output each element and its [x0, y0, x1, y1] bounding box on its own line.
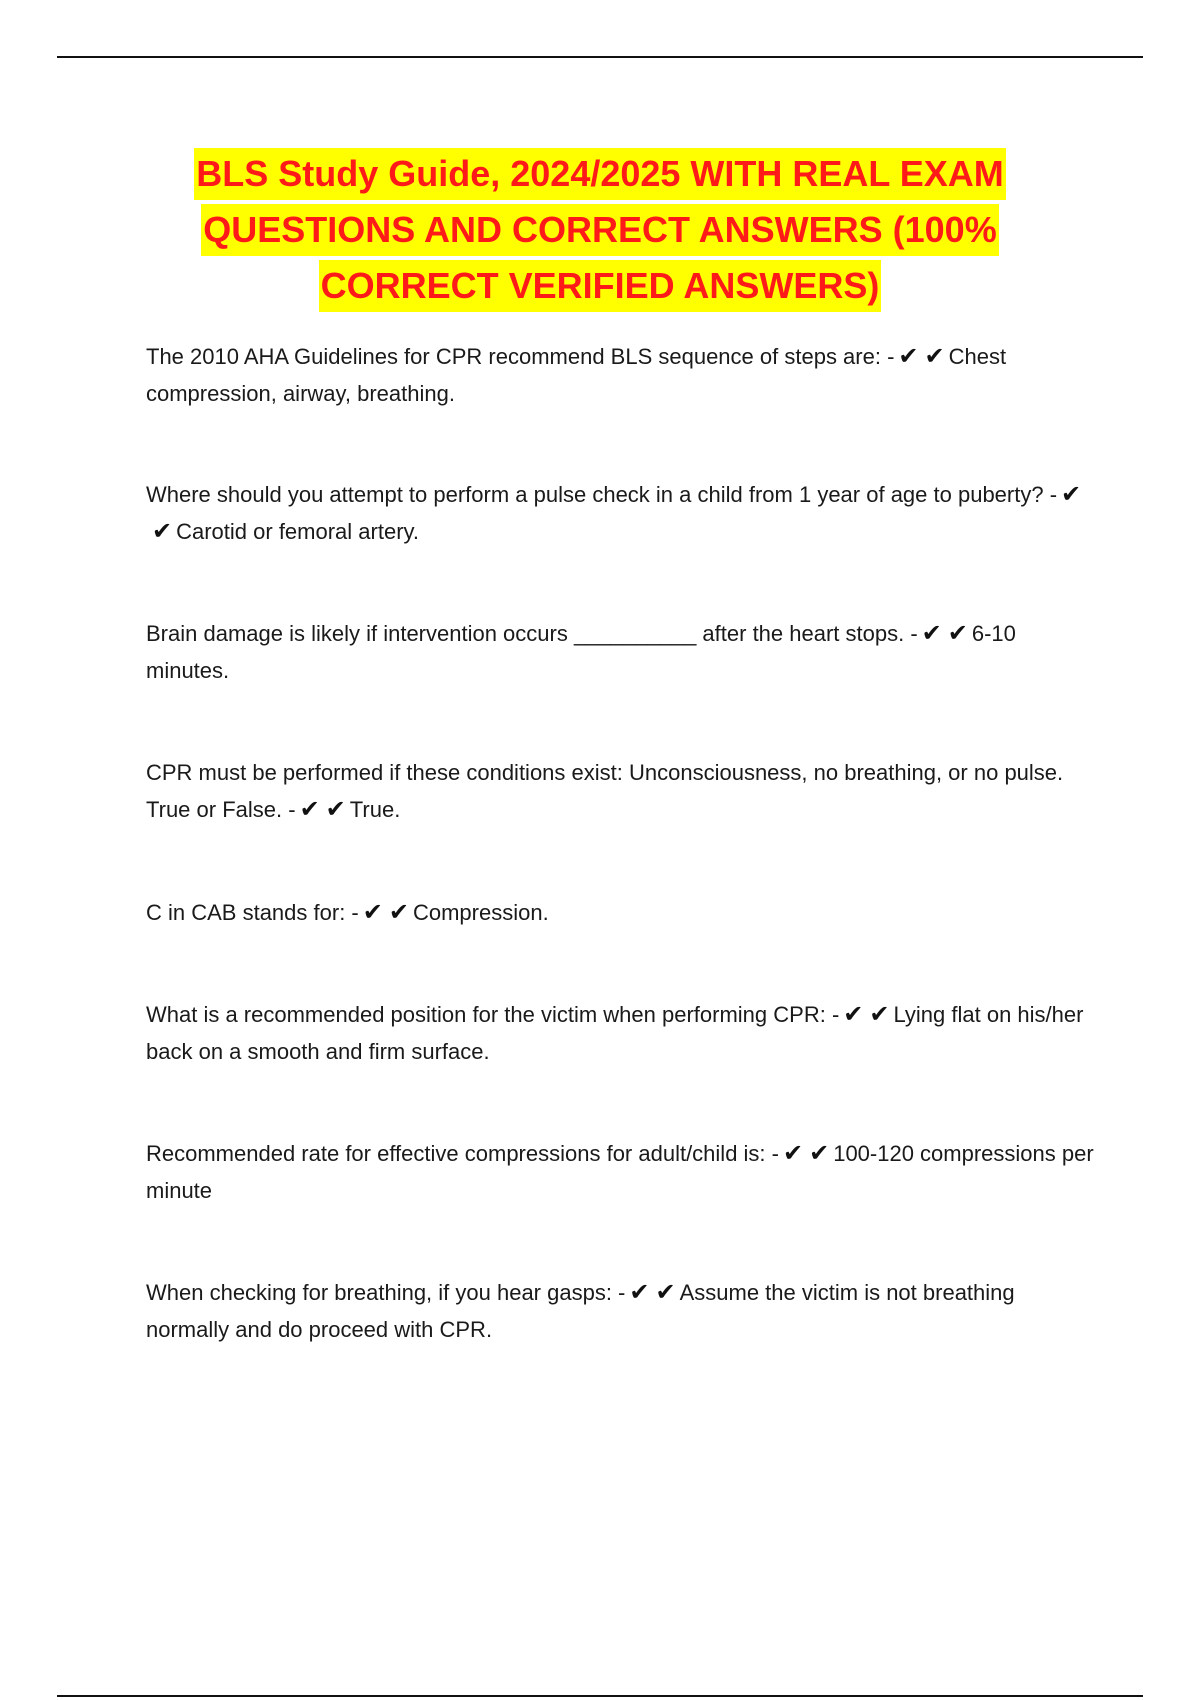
answer-text: 100-120 compressions per minute — [146, 1141, 1094, 1203]
heavy-check-mark-icon: ✔ — [869, 1000, 890, 1028]
answer-text: 6-10 minutes. — [146, 621, 1016, 683]
heavy-check-mark-icon: ✔ — [388, 898, 409, 926]
qa-item — [146, 476, 1096, 550]
qa-item — [146, 894, 1096, 931]
heavy-check-mark-icon: ✔ — [843, 1000, 864, 1028]
answer-text: True. — [349, 797, 401, 822]
question-text: Brain damage is likely if intervention occurs __________ after the heart stops. - — [146, 621, 918, 646]
answer-text: Carotid or femoral artery. — [176, 519, 420, 544]
question-text: The 2010 AHA Guidelines for CPR recommend BLS sequence of steps are: - — [146, 344, 895, 369]
heavy-check-mark-icon: ✔ — [809, 1139, 830, 1167]
answer-text: Compression. — [412, 900, 549, 925]
heavy-check-mark-icon: ✔ — [898, 342, 919, 370]
question-text: C in CAB stands for: - — [146, 900, 359, 925]
heavy-check-mark-icon: ✔ — [921, 619, 942, 647]
title-line-3: CORRECT VERIFIED ANSWERS) — [319, 260, 882, 312]
qa-item — [146, 615, 1096, 689]
qa-item — [146, 338, 1096, 412]
question-text: When checking for breathing, if you hear gasps: - — [146, 1280, 626, 1305]
heavy-check-mark-icon: ✔ — [947, 619, 968, 647]
heavy-check-mark-icon: ✔ — [1061, 480, 1082, 508]
heavy-check-mark-icon: ✔ — [629, 1278, 650, 1306]
heavy-check-mark-icon: ✔ — [362, 898, 383, 926]
question-text: What is a recommended position for the victim when performing CPR: - — [146, 1002, 840, 1027]
heavy-check-mark-icon: ✔ — [299, 795, 320, 823]
qa-item — [146, 1274, 1096, 1348]
qa-item — [146, 1135, 1096, 1209]
question-text: Where should you attempt to perform a pulse check in a child from 1 year of age to puberty? - — [146, 482, 1058, 507]
answer-text: Assume the victim is not breathing normally and do proceed with CPR. — [146, 1280, 1015, 1342]
question-text: CPR must be performed if these conditions exist: Unconsciousness, no breathing, or no pulse. True or False. - — [146, 760, 1064, 822]
heavy-check-mark-icon: ✔ — [655, 1278, 676, 1306]
heavy-check-mark-icon: ✔ — [782, 1139, 804, 1167]
answer-text: Lying flat on his/her back on a smooth and firm surface. — [146, 1002, 1084, 1064]
header-rule — [57, 56, 1143, 58]
heavy-check-mark-icon: ✔ — [325, 795, 346, 823]
document-title — [100, 146, 1100, 314]
qa-item — [146, 996, 1096, 1070]
question-text: Recommended rate for effective compressions for adult/child is: - — [146, 1141, 779, 1166]
heavy-check-mark-icon: ✔ — [924, 342, 945, 370]
footer-rule — [57, 1695, 1143, 1697]
qa-item — [146, 754, 1096, 828]
answer-text: Chest compression, airway, breathing. — [146, 344, 1007, 406]
heavy-check-mark-icon: ✔ — [152, 517, 173, 545]
title-line-2: QUESTIONS AND CORRECT ANSWERS (100% — [201, 204, 998, 256]
title-line-1: BLS Study Guide, 2024/2025 WITH REAL EXAM — [194, 148, 1006, 200]
